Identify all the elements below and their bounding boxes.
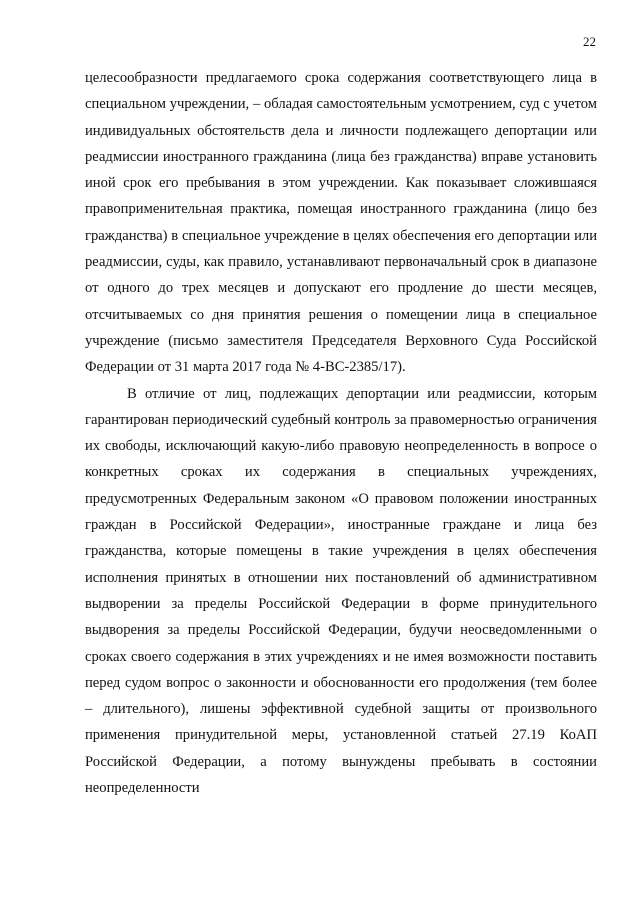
document-body <box>85 65 597 801</box>
page-number: 22 <box>583 34 596 49</box>
paragraph-main: В отличие от лиц, подлежащих депортации или реадмиссии, которым гарантирован периодический судебный контроль за правомерностью ограничения их свободы, исключающий какую-либо правовую неопределенность в вопросе о конкретных сроках их содержания в специальных учреждениях, предусмотренных Федеральным законом «О правовом положении иностранных граждан в Российской Федерации», иностранные граждане и лица без гражданства, которые помещены в такие учреждения в целях обеспечения исполнения принятых в отношении них постановлений об административном выдворении за пределы Российской Федерации в форме принудительного выдворения за пределы Российской Федерации, будучи неосведомленными о сроках своего содержания в этих учреждениях и не имея возможности поставить перед судом вопрос о законности и обоснованности его продолжения (тем более – длительного), лишены эффективной судебной защиты от произвольного применения принудительной меры, установленной статьей 27.19 КоАП Российской Федерации, а потому вынуждены пребывать в состоянии неопределенности <box>85 385 597 797</box>
paragraph-continuation: целесообразности предлагаемого срока содержания соответствующего лица в специальном учреждении, – обладая самостоятельным усмотрением, суд с учетом индивидуальных обстоятельств дела и личности подлежащего депортации или реадмиссии иностранного гражданина (лица без гражданства) вправе установить иной срок его пребывания в этом учреждении. Как показывает сложившаяся правоприменительная практика, помещая иностранного гражданина (лицо без гражданства) в специальное учреждение в целях обеспечения его депортации или реадмиссии, суды, как правило, устанавливают первоначальный срок в диапазоне от одного до трех месяцев и допускают его продление до шести месяцев, отсчитываемых со дня принятия решения о помещении лица в специальное учреждение (письмо заместителя Председателя Верховного Суда Российской Федерации от 31 марта 2017 года № 4-ВС-2385/17). <box>85 70 597 376</box>
